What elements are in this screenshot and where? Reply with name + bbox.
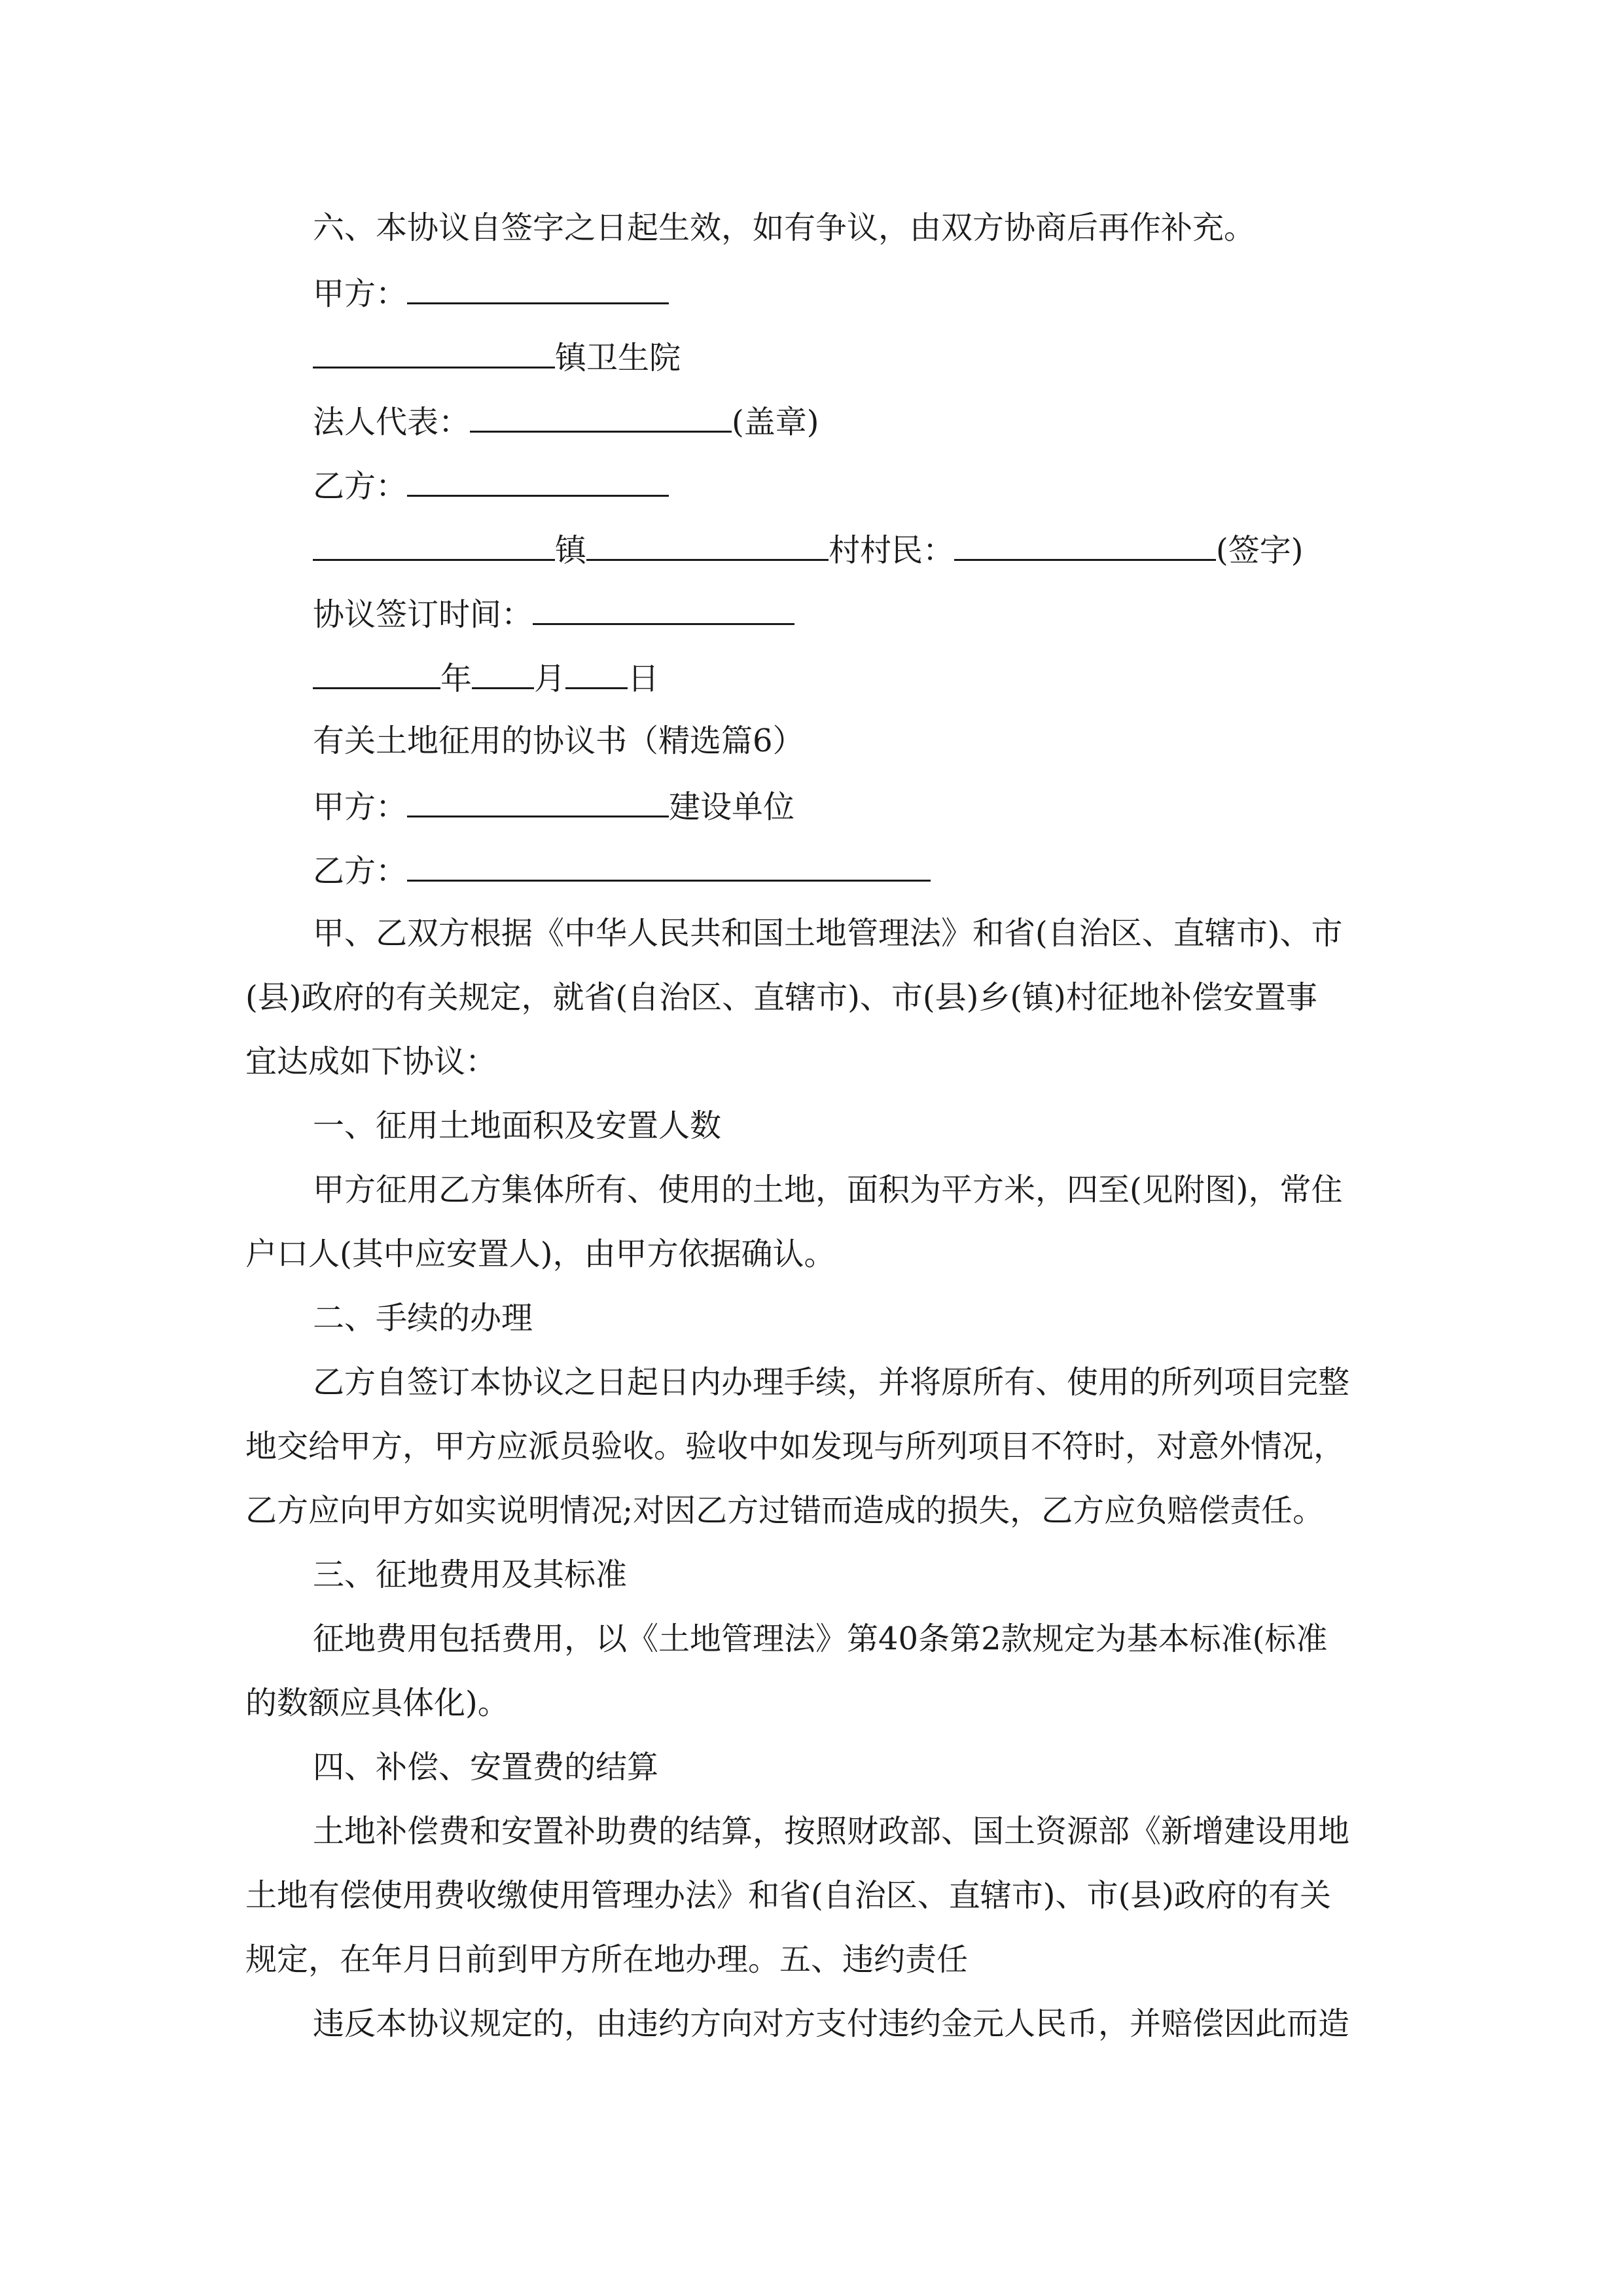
heading-one: 一、征用土地面积及安置人数 [313, 1107, 722, 1144]
paragraph-fees-l1: 征地费用包括费用，以《土地管理法》第40条第2款规定为基本标准(标准 [313, 1621, 1328, 1657]
month-blank[interactable] [472, 657, 534, 689]
paragraph-settlement-l3: 规定，在年月日前到甲方所在地办理。五、违约责任 [245, 1941, 969, 1978]
paragraph-breach-l1: 违反本协议规定的，由违约方向对方支付违约金元人民币，并赔偿因此而造 [313, 2005, 1350, 2042]
paragraph-procedure-l1: 乙方自签订本协议之日起日内办理手续，并将原所有、使用的所列项目完整 [313, 1364, 1350, 1401]
day-label: 日 [628, 660, 660, 697]
party-a-blank[interactable] [407, 272, 669, 304]
legal-rep-line [313, 401, 819, 442]
paragraph-procedure-l2: 地交给甲方，甲方应派员验收。验收中如发现与所列项目不符时，对意外情况， [245, 1428, 1346, 1465]
party-a-label-2: 甲方： [313, 789, 408, 825]
party-b-label: 乙方： [313, 468, 408, 505]
date-line [313, 657, 659, 698]
paragraph-area-l1: 甲方征用乙方集体所有、使用的土地，面积为平方米，四至(见附图)，常住 [313, 1172, 1343, 1208]
year-blank[interactable] [313, 657, 440, 689]
section-title: 有关土地征用的协议书（精选篇6） [313, 723, 804, 759]
paragraph-settlement-l2: 土地有偿使用费收缴使用管理办法》和省(自治区、直辖市)、市(县)政府的有关 [245, 1877, 1331, 1914]
party-b-blank-2[interactable] [407, 850, 931, 882]
legal-rep-blank[interactable] [470, 401, 732, 433]
party-a-line-2 [313, 785, 794, 827]
party-b-blank[interactable] [407, 465, 669, 497]
construction-unit: 建设单位 [669, 789, 795, 825]
paragraph-settlement-l1: 土地补偿费和安置补助费的结算，按照财政部、国土资源部《新增建设用地 [313, 1813, 1350, 1850]
hospital-suffix: 镇卫生院 [555, 340, 681, 376]
village-blank[interactable] [586, 529, 829, 561]
sign-note: (签字) [1216, 532, 1304, 569]
villager-line [313, 529, 1304, 570]
villager-name-blank[interactable] [954, 529, 1216, 561]
town-label: 镇 [555, 532, 587, 569]
sign-time-line [313, 593, 794, 634]
villager-label: 村村民： [829, 532, 955, 569]
paragraph-fees-l2: 的数额应具体化)。 [245, 1685, 509, 1721]
heading-three: 三、征地费用及其标准 [313, 1556, 628, 1593]
paragraph-procedure-l3: 乙方应向甲方如实说明情况;对因乙方过错而造成的损失，乙方应负赔偿责任。 [245, 1492, 1325, 1529]
party-a-line [313, 272, 669, 314]
year-label: 年 [440, 660, 473, 697]
hospital-town-blank[interactable] [313, 336, 555, 368]
paragraph-area-l2: 户口人(其中应安置人)，由甲方依据确认。 [245, 1236, 836, 1272]
paragraph-intro-l3: 宜达成如下协议： [245, 1043, 497, 1080]
sign-time-label: 协议签订时间： [313, 596, 533, 633]
party-b-line-2 [313, 850, 931, 891]
heading-four: 四、补偿、安置费的结算 [313, 1749, 659, 1785]
party-b-label-2: 乙方： [313, 853, 408, 889]
clause-six: 六、本协议自签字之日起生效，如有争议，由双方协商后再作补充。 [313, 209, 1256, 246]
month-label: 月 [534, 660, 566, 697]
hospital-line [313, 336, 681, 378]
paragraph-intro-l2: (县)政府的有关规定，就省(自治区、直辖市)、市(县)乡(镇)村征地补偿安置事 [245, 979, 1317, 1016]
town-blank[interactable] [313, 529, 555, 561]
sign-time-blank[interactable] [533, 593, 794, 625]
party-b-line [313, 465, 669, 506]
day-blank[interactable] [565, 657, 628, 689]
party-a-label: 甲方： [313, 276, 408, 312]
seal-note: (盖章) [732, 404, 819, 440]
legal-rep-label: 法人代表： [313, 404, 471, 440]
party-a-blank-2[interactable] [407, 785, 669, 817]
heading-two: 二、手续的办理 [313, 1300, 533, 1336]
paragraph-intro-l1: 甲、乙双方根据《中华人民共和国土地管理法》和省(自治区、直辖市)、市 [313, 915, 1343, 952]
